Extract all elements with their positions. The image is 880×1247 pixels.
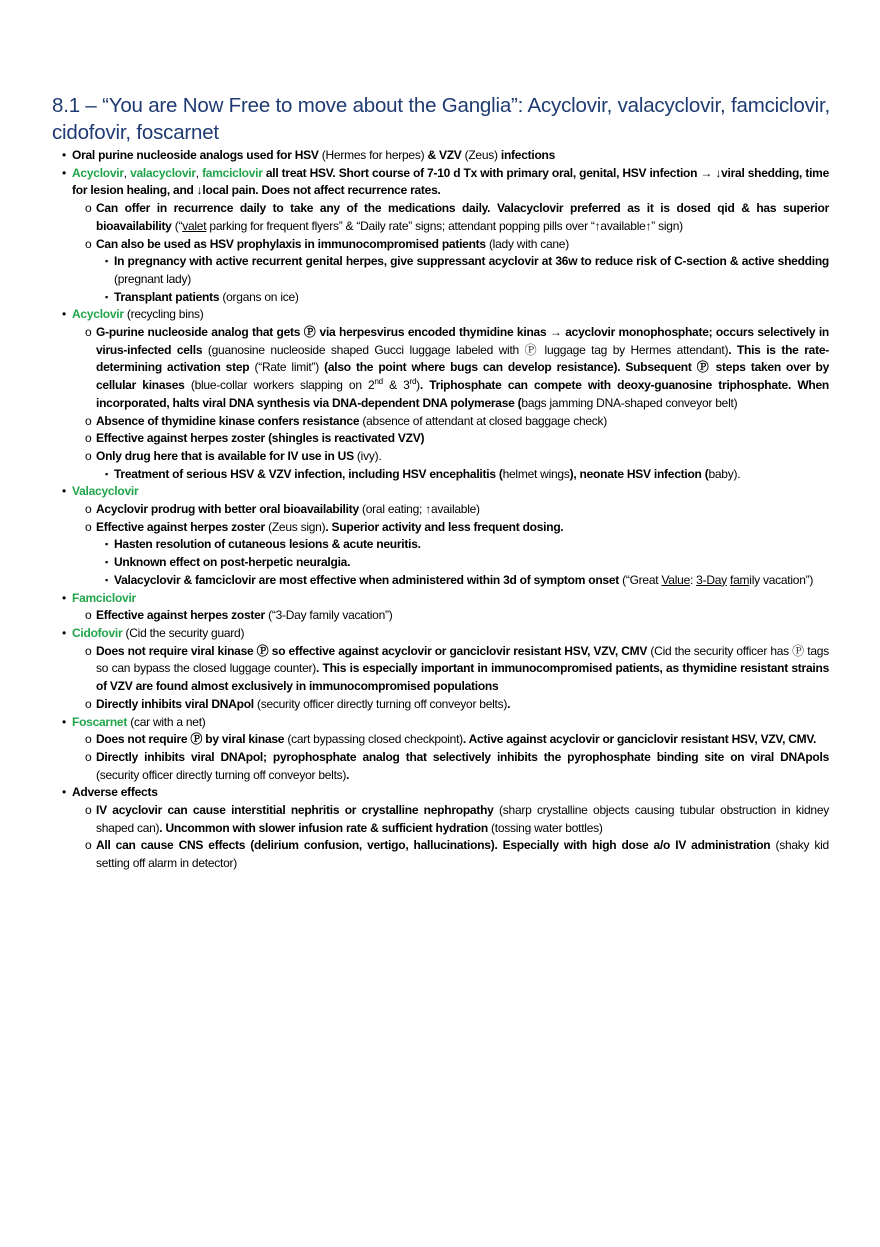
bullet-icon: o: [85, 413, 92, 428]
bullet-icon: o: [85, 519, 92, 534]
mnemonic-text: (guanosine nucleoside shaped Gucci luggage labeled with Ⓟ luggage tag by Hermes attendant): [207, 342, 729, 357]
bullet-icon: •: [62, 590, 66, 605]
list-item-level-2: [85, 200, 829, 235]
mnemonic-text: 3-Day: [696, 572, 727, 587]
list-item-level-2: [85, 413, 829, 431]
drug-name: Valacyclovir: [72, 484, 139, 499]
key-point-text: & VZV: [427, 148, 465, 162]
key-point-text: Absence of thymidine kinase confers resistance: [96, 413, 363, 428]
list-item-level-2: [85, 731, 829, 749]
key-point-text: Transplant patients: [114, 289, 223, 304]
list-item-level-2: [85, 324, 829, 413]
mnemonic-text: (security officer directly turning off conveyor belts): [96, 767, 347, 782]
list-item-level-2: [85, 501, 829, 519]
key-point-text: Valacyclovir & famciclovir are most effective when administered within 3d of symptom onset: [114, 572, 623, 587]
key-point-text: Treatment of serious HSV & VZV infection, including HSV encephalitis (: [114, 466, 503, 481]
bullet-icon: o: [85, 749, 92, 764]
key-point-text: Unknown effect on post-herpetic neuralgia.: [114, 555, 351, 570]
list-item-level-2: [85, 749, 829, 784]
bullet-icon: •: [62, 714, 66, 729]
list-item-level-3: [105, 572, 829, 590]
key-point-text: Directly inhibits viral DNApol: [96, 696, 257, 711]
bullet-icon: o: [85, 236, 92, 251]
list-item-level-1: [62, 590, 829, 608]
mnemonic-text: bags jamming DNA-shaped conveyor belt): [521, 395, 738, 410]
bullet-icon: •: [62, 785, 66, 800]
drug-name: Famciclovir: [72, 590, 136, 605]
key-point-text: . This is especially important in immunocompromised patients, as thymidine resistant strains of VZV are found almost exclusively in immunocompromised populations: [96, 661, 829, 694]
mnemonic-text: (absence of attendant at closed baggage check): [362, 413, 608, 428]
list-item-level-1: [62, 165, 829, 200]
bullet-icon: o: [85, 608, 92, 623]
mnemonic-text: (lady with cane): [488, 236, 569, 251]
bullet-icon: ▪: [105, 256, 108, 267]
key-point-text: all treat HSV. Short course of 7-10 d Tx with primary oral, genital, HSV infection → ↓viral shedding, time for lesion healing, and ↓local pain. Does not affect recurrence rates.: [72, 165, 829, 198]
key-point-text: . Uncommon with slower infusion rate & sufficient hydration: [159, 820, 491, 835]
key-point-text: ), neonate HSV infection (: [569, 466, 709, 481]
list-item-level-1: [62, 625, 829, 643]
key-point-text: . Superior activity and less frequent dosing.: [325, 519, 564, 534]
mnemonic-text: (oral eating; ↑available): [361, 502, 480, 517]
key-point-text: IV acyclovir can cause interstitial nephritis or crystalline nephropathy: [96, 803, 500, 818]
key-point-text: .: [346, 767, 350, 782]
bullet-list: [0, 147, 880, 873]
bullet-icon: ▪: [105, 539, 108, 550]
mnemonic-text: ,: [123, 165, 131, 180]
bullet-icon: ▪: [105, 468, 108, 479]
bullet-icon: o: [85, 732, 92, 747]
key-point-text: In pregnancy with active recurrent genital herpes, give suppressant acyclovir at 36w to reduce risk of C-section & active shedding: [114, 254, 829, 269]
drug-name: Acyclovir: [72, 165, 124, 180]
mnemonic-text: helmet wings: [502, 466, 570, 481]
list-item-level-3: [105, 536, 829, 554]
list-item-level-2: [85, 696, 829, 714]
mnemonic-text: (Hermes for herpes): [321, 148, 428, 162]
mnemonic-text: (tossing water bottles): [491, 820, 603, 835]
key-point-text: Only drug here that is available for IV use in US: [96, 448, 357, 463]
key-point-text: infections: [500, 148, 556, 162]
bullet-icon: o: [85, 325, 92, 340]
mnemonic-text: baby).: [708, 466, 741, 481]
list-item-level-1: [62, 306, 829, 324]
bullet-icon: o: [85, 502, 92, 517]
key-point-text: Hasten resolution of cutaneous lesions & acute neuritis.: [114, 537, 421, 552]
drug-name: Acyclovir: [72, 307, 124, 322]
bullet-icon: •: [62, 307, 66, 322]
drug-name: Foscarnet: [72, 714, 128, 729]
mnemonic-text: & 3: [382, 378, 410, 393]
bullet-icon: ▪: [105, 557, 108, 568]
mnemonic-text: valet: [182, 218, 207, 233]
key-point-text: (also the point where bugs can develop resistance). Subsequent Ⓟ steps taken over by cellular kinases: [96, 360, 829, 393]
list-item-level-3: [105, 289, 829, 307]
key-point-text: Can also be used as HSV prophylaxis in immunocompromised patients: [96, 236, 489, 251]
key-point-text: Effective against herpes zoster: [96, 608, 269, 623]
key-point-text: Directly inhibits viral DNApol; pyrophosphate analog that selectively inhibits the pyrophosphate binding site on viral DNApols: [96, 749, 829, 764]
key-point-text: Acyclovir prodrug with better oral bioavailability: [96, 502, 362, 517]
drug-name: valacyclovir: [130, 165, 196, 180]
mnemonic-text: (Cid the security guard): [122, 625, 245, 640]
mnemonic-text: (ivy).: [356, 448, 382, 463]
mnemonic-text: (organs on ice): [222, 289, 299, 304]
key-point-text: . Active against acyclovir or ganciclovir resistant HSV, VZV, CMV.: [462, 732, 817, 747]
bullet-icon: o: [85, 448, 92, 463]
mnemonic-text: (cart bypassing closed checkpoint): [287, 732, 463, 747]
bullet-icon: o: [85, 803, 92, 818]
key-point-text: .: [507, 696, 511, 711]
mnemonic-text: nd: [374, 377, 383, 387]
key-point-text: . Triphosphate can compete with deoxy-guanosine triphosphate. When incorporated, halts viral DNA synthesis via DNA-dependent DNA polymerase (: [96, 378, 829, 410]
bullet-icon: o: [85, 696, 92, 711]
mnemonic-text: (Cid the security officer has Ⓟ tags so can bypass the closed luggage counter): [96, 643, 829, 676]
drug-name: famciclovir: [202, 165, 263, 180]
bullet-icon: o: [85, 431, 92, 446]
mnemonic-text: ily vacation”): [749, 572, 814, 587]
list-item-level-2: [85, 607, 829, 625]
mnemonic-text: fam: [730, 572, 750, 587]
list-item-level-3: [105, 554, 829, 572]
key-point-text: . This is the rate-determining activation step: [96, 342, 829, 375]
mnemonic-text: (blue-collar workers slapping on 2: [190, 378, 375, 393]
list-item-level-1: [62, 784, 829, 802]
mnemonic-text: (sharp crystalline objects causing tubular obstruction in kidney shaped can): [96, 803, 829, 835]
mnemonic-text: (security officer directly turning off conveyor belts): [256, 696, 508, 711]
key-point-text: Can offer in recurrence daily to take any of the medications daily. Valacyclovir preferred as it is dosed qid & has superior bioavailability: [96, 201, 829, 233]
list-item-level-1: [62, 147, 829, 165]
mnemonic-text: :: [690, 572, 697, 587]
mnemonic-text: (“: [174, 218, 183, 233]
mnemonic-text: (Zeus sign): [268, 519, 326, 534]
list-item-level-2: [85, 837, 829, 872]
mnemonic-text: Value: [661, 572, 690, 587]
mnemonic-text: parking for frequent flyers” & “Daily rate” signs; attendant popping pills over “↑available↑” sign): [206, 218, 683, 233]
key-point-text: Does not require Ⓟ by viral kinase: [96, 732, 288, 747]
list-item-level-1: [62, 714, 829, 732]
mnemonic-text: ,: [195, 165, 203, 180]
list-item-level-2: [85, 236, 829, 254]
key-point-text: Effective against herpes zoster: [96, 519, 269, 534]
bullet-icon: o: [85, 201, 92, 216]
key-point-text: Adverse effects: [72, 785, 158, 800]
list-item-level-2: [85, 430, 829, 448]
mnemonic-text: (shaky kid setting off alarm in detector): [96, 838, 829, 871]
drug-name: Cidofovir: [72, 625, 123, 640]
bullet-icon: •: [62, 625, 66, 640]
mnemonic-text: (“3-Day family vacation”): [268, 608, 393, 623]
mnemonic-text: (recycling bins): [123, 307, 204, 322]
key-point-text: Effective against herpes zoster (shingles is reactivated VZV): [96, 431, 425, 446]
list-item-level-3: [105, 253, 829, 288]
key-point-text: Oral purine nucleoside analogs used for HSV: [72, 148, 322, 162]
mnemonic-text: (Zeus): [464, 148, 501, 162]
list-item-level-2: [85, 519, 829, 537]
page-title: 8.1 – “You are Now Free to move about the Ganglia”: Acyclovir, valacyclovir, famciclovir, cidofovir, foscarnet: [52, 94, 830, 144]
mnemonic-text: (“Rate limit”): [254, 360, 325, 375]
mnemonic-text: (car with a net): [127, 714, 206, 729]
mnemonic-text: ): [416, 378, 420, 393]
mnemonic-text: rd: [409, 377, 417, 387]
list-item-level-2: [85, 643, 829, 696]
mnemonic-text: (“Great: [622, 572, 662, 587]
list-item-level-2: [85, 448, 829, 466]
key-point-text: All can cause CNS effects (delirium confusion, vertigo, hallucinations). Especially with high dose a/o IV administration: [96, 838, 776, 853]
list-item-level-3: [105, 466, 829, 484]
key-point-text: Does not require viral kinase Ⓟ so effective against acyclovir or ganciclovir resistant HSV, VZV, CMV: [96, 643, 651, 658]
bullet-icon: ▪: [105, 291, 108, 302]
list-item-level-1: [62, 483, 829, 501]
bullet-icon: •: [62, 148, 66, 162]
bullet-icon: o: [85, 838, 92, 853]
bullet-icon: •: [62, 165, 66, 180]
list-item-level-2: [85, 802, 829, 837]
mnemonic-text: (pregnant lady): [114, 271, 191, 286]
key-point-text: G-purine nucleoside analog that gets Ⓟ via herpesvirus encoded thymidine kinas → acyclovir monophosphate; occurs selectively in virus-infected cells: [96, 325, 829, 357]
bullet-icon: ▪: [105, 574, 108, 585]
bullet-icon: •: [62, 484, 66, 499]
bullet-icon: o: [85, 643, 92, 658]
